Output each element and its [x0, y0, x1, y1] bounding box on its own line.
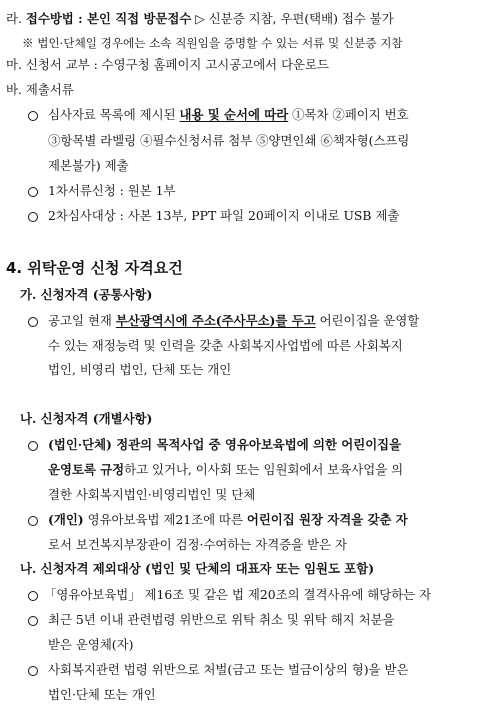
common-eligibility-line-2: 수 있는 재정능력 및 인력을 갖춘 사회복지사업법에 따른 사회복지: [48, 338, 403, 353]
individual-eligibility-line-1: (개인) 영유아보육법 제21조에 따른 어린이집 원장 자격을 갖춘 자: [48, 512, 408, 527]
exclusion-item-3-line-2: 법인·단체 또는 개인: [48, 687, 156, 702]
bullet-circle-icon: [28, 591, 38, 601]
exclusion-heading: 나. 신청자격 제외대상 (법인 및 단체의 대표자 또는 임원도 포함): [20, 561, 375, 576]
docs-item-1-line-3: 제본불가) 제출: [48, 158, 129, 173]
item-number: 라.: [6, 11, 22, 26]
individual-eligibility-line-2: 로서 보건복지부장관이 검정·수여하는 자격증을 받은 자: [48, 537, 347, 552]
docs-item-1-line-2: ③항목별 라벨링 ④필수신청서류 첨부 ⑤양면인쇄 ⑥책자형(스프링: [48, 133, 410, 148]
exclusion-item-3-line-1: 사회복지관련 법령 위반으로 처벌(금고 또는 벌금이상의 형)을 받은: [48, 662, 409, 677]
bullet-circle-icon: [28, 187, 38, 197]
bullet-circle-icon: [28, 111, 38, 121]
bullet-circle-icon: [28, 616, 38, 626]
common-eligibility-heading: 가. 신청자격 (공통사항): [20, 287, 153, 302]
corporate-note: ※ 법인·단체일 경우에는 소속 직원임을 증명할 수 있는 서류 및 신분증 지참: [22, 36, 403, 50]
bullet-circle-icon: [28, 317, 38, 327]
exclusion-item-2-line-2: 받은 운영체(자): [48, 637, 134, 652]
exclusion-item-2-line-1: 최근 5년 이내 관련법령 위반으로 위탁 취소 및 위탁 해지 처분을: [48, 612, 395, 627]
form-distribution-line: 마. 신청서 교부 : 수영구청 홈페이지 고시공고에서 다운로드: [6, 57, 329, 72]
bullet-circle-icon: [28, 666, 38, 676]
section-4-heading: 4. 위탁운영 신청 자격요건: [6, 259, 183, 277]
docs-item-1-line-1: 심사자료 목록에 제시된 내용 및 순서에 따라 ①목차 ②페이지 번호: [48, 107, 409, 122]
docs-item-3: 2차심사대상 : 사본 13부, PPT 파일 20페이지 이내로 USB 제출: [48, 208, 400, 223]
common-eligibility-line-3: 법인, 비영리 법인, 단체 또는 개인: [48, 362, 232, 377]
submission-docs-heading: 바. 제출서류: [6, 82, 74, 97]
bullet-circle-icon: [28, 212, 38, 222]
busan-address-emphasis: 부산광역시에 주소(주사무소)를 두고: [115, 313, 316, 328]
docs-order-emphasis: 내용 및 순서에 따라: [179, 107, 289, 122]
receipt-method-line: [6, 11, 394, 27]
corporate-eligibility-line-1: (법인·단체) 정관의 목적사업 중 영유아보육법에 의한 어린이집을: [48, 437, 402, 452]
bullet-circle-icon: [28, 516, 38, 526]
receipt-method-detail: ▷ 신분증 지참, 우편(택배) 접수 불가: [191, 11, 394, 26]
corporate-eligibility-line-2: 운영토록 규정하고 있거나, 이사회 또는 임원회에서 보육사업을 의: [48, 462, 404, 477]
corporate-eligibility-line-3: 결한 사회복지법인·비영리법인 및 단체: [48, 487, 256, 502]
individual-eligibility-heading: 나. 신청자격 (개별사항): [20, 411, 153, 426]
bullet-circle-icon: [28, 441, 38, 451]
common-eligibility-line-1: 공고일 현재 부산광역시에 주소(주사무소)를 두고 어린이집을 운영할: [48, 313, 420, 328]
docs-item-2: 1차서류신청 : 원본 1부: [48, 183, 176, 198]
receipt-method-label: 접수방법 : 본인 직접 방문접수: [25, 11, 192, 26]
exclusion-item-1: 「영유아보육법」 제16조 및 같은 법 제20조의 결격사유에 해당하는 자: [44, 587, 432, 602]
